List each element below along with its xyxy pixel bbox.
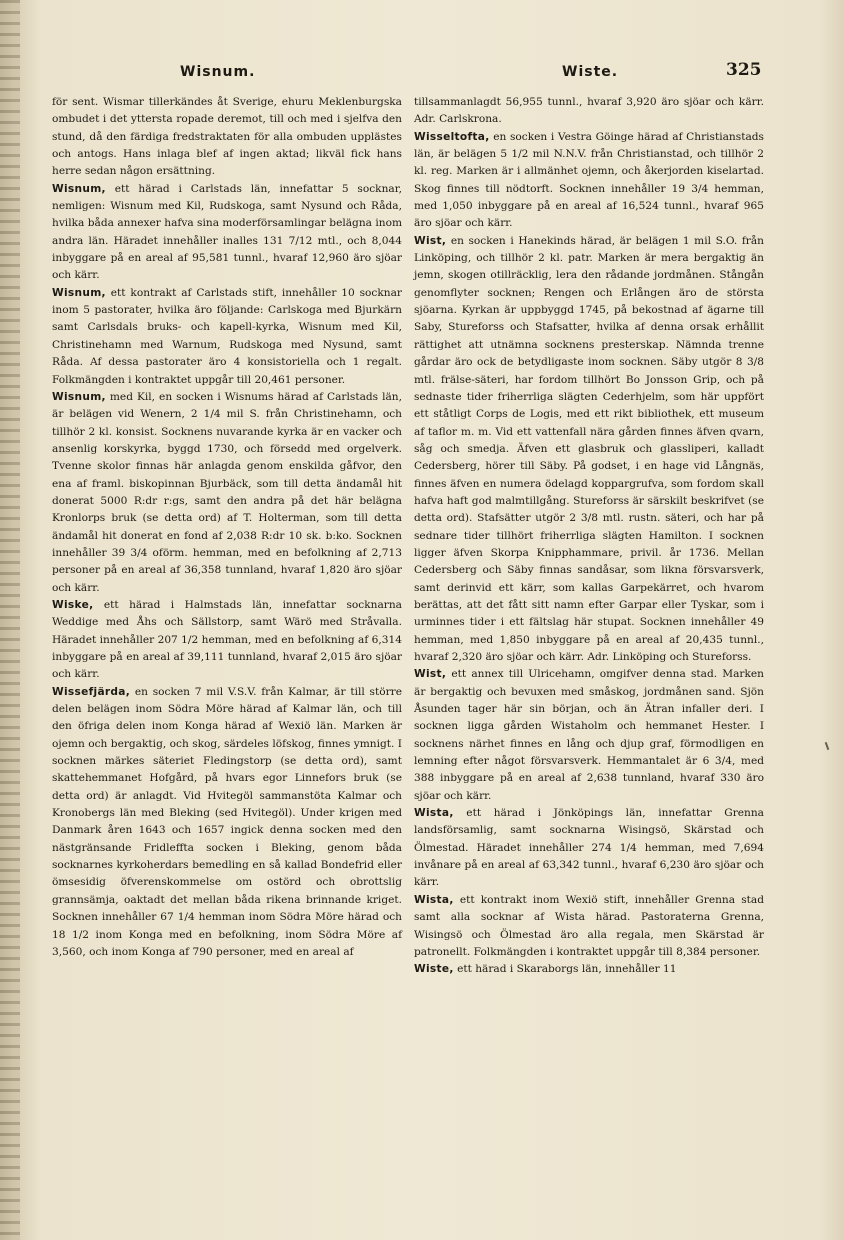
entry-body: med Kil, en socken i Wisnums härad af Carlstads län, är belägen vid Wenern, 2 1/4 mil S. från Christinehamn, och tillhör 2 kl. konsist. Socknens nuvarande kyrka är en vacker och ansenlig korskyrka, byggd 1730, och försedd med orgelverk. Tvenne skolor finnas här anlagda genom enskilda gåfvor, den ena af framl. biskopinnan Bjurbäck, som till detta ändamål hit donerat 5000 R:dr r:gs, samt den andra på det här belägna Kronlorps bruk (se detta ord) af T. Holterman, som till detta ändamål hit donerat en fond af 2,038 R:dr 10 sk. b:ko. Socknen innehåller 39 3/4 oförm. hemman, med en befolkning af 2,713 personer på en areal af 36,358 tunnland, hvaraf 1,820 äro sjöar och kärr.	[52, 390, 403, 594]
dictionary-entry	[414, 666, 764, 805]
dictionary-entry	[52, 684, 402, 962]
right-column	[414, 94, 764, 979]
binding-gutter	[0, 0, 20, 1240]
entry-headword: Wisseltofta,	[414, 130, 490, 143]
entry-body: ett härad i Halmstads län, innefattar socknarna Weddige med Åhs och Sällstorp, samt Wärö med Stråvalla. Häradet innehåller 207 1/2 hemman, med en befolkning af 6,314 inbyggare på en areal af 39,111 tunnland, hvaraf 2,015 äro sjöar och kärr.	[52, 598, 402, 681]
entry-body: en socken 7 mil V.S.V. från Kalmar, är till större delen belägen inom Södra Möre härad af Kalmar län, och till den öfriga delen inom Konga härad af Wexiö län. Marken är ojemn och bergaktig, och skog, särdeles löfskog, finnes ymnigt. I socknen märkes säteriet Fledingstorp (se detta ord), samt skattehemmanet Hofgård, på hvars egor Linnefors bruk (se detta ord) är anlagdt. Vid Hvitegöl sammanstöta Kalmar och Kronobergs län med Bleking (sed Hvitegöl). Under krigen med Danmark åren 1643 och 1657 ingick denna socken med den nästgränsande Fridleffta socken i Bleking, genom båda socknarnes kyrkoherdars bemedling en så kallad Bondefrid eller ömsesidig öfverenskommelse om ostörd och obrottslig grannsämja, oaktadt det mellan båda rikena brinnande kriget. Socknen innehåller 67 1/4 hemman inom Södra Möre härad och 18 1/2 inom Konga med en befolkning, inom Södra Möre af 3,560, och inom Konga af 790 personer, med en areal af	[52, 685, 402, 958]
left-column	[52, 94, 402, 961]
entry-body: en socken i Hanekinds härad, är belägen 1 mil S.O. från Linköping, och tillhör 2 kl. patr. Marken är mera bergaktig än jemn, skogen otillräcklig, lera den rådande jordmånen. Stångån genomflyter socknen; Rengen och Erlången äro de största sjöarna. Kyrkan är uppbyggd 1745, på bekostnad af ägarne till Saby, Stureforss och Stafsatter, hvilka af denna orsak erhållit rättighet att utnämna socknens presterskap. Nämnda trenne gårdar äro ock de betydligaste inom socknen. Säby utgör 8 3/8 mtl. frälse-säteri, har fordom tillhört Bo Jonsson Grip, och på sednaste tider friherrliga slägten Cederhjelm, som här uppfört ett ståtligt Corps de Logis, med ett rikt bibliothek, ett museum af taflor m. m. Vid ett vattenfall nära gården finnes äfven qvarn, såg och smedja. Äfven ett glasbruk och glassliperi, kalladt Cedersberg, hörer till Säby. På godset, i en hage vid Långnäs, finnes äfven en numera ödelagd koppargrufva, som fordom skall hafva haft god malmtillgång. Stureforss är särskilt beskrifvet (se detta ord). Stafsätter utgör 2 3/8 mtl. rustn. säteri, och har på sednare tider tillhört friherrliga slägten Hamilton. I socknen ligger äfven Skorpa Knipphammare, privil. år 1736. Mellan Cedersberg och Säby finnas sandåsar, som likna försvarsverk, samt derinvid ett kärr, som kallas Garpekärret, och hvarom berättas, att det fått sitt namn efter Garpar eller Tyskar, som i urminnes tider i ett fältslag här stupat. Socknen innehåller 49 hemman, med 1,850 inbyggare på en areal af 20,435 tunnl., hvaraf 2,320 äro sjöar och kärr. Adr. Linköping och Stureforss.	[414, 234, 764, 663]
continuation-text: tillsammanlagdt 56,955 tunnl., hvaraf 3,920 äro sjöar och kärr. Adr. Carlskrona.	[414, 96, 764, 126]
entry-headword: Wista,	[414, 893, 454, 906]
dictionary-entry	[52, 181, 402, 285]
entry-headword: Wisnum,	[52, 286, 106, 299]
entry-body: ett härad i Jönköpings län, innefattar Grenna landsförsamlig, samt socknarna Wisingsö, Skärstad och Ölmestad. Häradet innehåller 274 1/4 hemman, med 7,694 invånare på en areal af 63,342 tunnl., hvaraf 6,230 äro sjöar och kärr.	[414, 807, 765, 889]
dictionary-entry	[414, 233, 764, 667]
dictionary-entry	[414, 961, 764, 978]
entry-body: ett härad i Skaraborgs län, innehåller 11	[457, 963, 677, 976]
dictionary-entry	[52, 597, 402, 684]
dictionary-entry	[52, 285, 402, 389]
entry-headword: Wisnum,	[52, 390, 106, 403]
entry-body: ett kontrakt inom Wexiö stift, innehåller Grenna stad samt alla socknar af Wista härad. Pastoraterna Grenna, Wisingsö och Ölmestad äro alla regala, men Skärstad är patronellt. Folkmängden i kontraktet uppgår till 8,384 personer.	[414, 893, 764, 958]
entry-body: ett härad i Carlstads län, innefattar 5 socknar, nemligen: Wisnum med Kil, Rudskoga, samt Nysund och Råda, hvilka båda annexer hafva sina moderförsamlingar belägna inom andra län. Häradet innehåller inalles 131 7/12 mtl., och 8,044 inbyggare på en areal af 95,581 tunnl., hvaraf 12,960 äro sjöar och kärr.	[52, 182, 402, 282]
entry-headword: Wista,	[414, 807, 454, 820]
entry-body: en socken i Vestra Göinge härad af Christianstads län, är belägen 5 1/2 mil N.N.V. från Christianstad, och tillhör 2 kl. reg. Marken är i allmänhet ojemn, och åkerjorden kiselartad. Skog finnes till nödtorft. Socknen innehåller 19 3/4 hemman, med 1,050 inbyggare på en areal af 16,524 tunnl., hvaraf 965 äro sjöar och kärr.	[414, 130, 764, 230]
dictionary-entry	[414, 805, 764, 892]
entry-body: ett annex till Ulricehamn, omgifver denna stad. Marken är bergaktig och bevuxen med småskog, jordmånen sand. Sjön Åsunden tager här sin början, och än Ätran infaller deri. I socknen ligga gården Wistaholm och hemmanet Hester. I socknens närhet finnes en lång och djup graf, förmodligen en lemning efter något försvarsverk. Hemmantalet är 6 3/4, med 388 inbyggare på en areal af 2,638 tunnland, hvaraf 330 äro sjöar och kärr.	[414, 668, 764, 802]
entry-headword: Wisnum,	[52, 182, 106, 195]
page-number: 325	[726, 60, 762, 80]
ink-mark	[825, 742, 830, 750]
entry-body: ett kontrakt af Carlstads stift, innehåller 10 socknar inom 5 pastorater, hvilka äro följande: Carlskoga med Bjurkärn samt Carlsdals bruks- och kapell-kyrka, Wisnum med Kil, Christinehamn med Warnum, Rudskoga med Nysund, samt Råda. Af dessa pastorater äro 4 konsistoriella och 1 regalt. Folkmängden i kontraktet uppgår till 20,461 personer.	[52, 286, 402, 386]
dictionary-entry	[414, 892, 764, 961]
entry-headword: Wist,	[414, 668, 447, 681]
continuation-text: för sent. Wismar tillerkändes åt Sverige, ehuru Meklenburgska ombudet i det yttersta ropade deremot, till och med i sjelfva den stund, då den färdiga fredstraktaten för alla ombuden upplästes och antogs. Hans inlaga blef af ingen aktad; likväl fick hans herre sedan någon ersättning.	[52, 96, 402, 178]
dictionary-entry	[52, 389, 402, 597]
entry-headword: Wissefjärda,	[52, 685, 131, 698]
right-running-title: Wiste.	[562, 64, 619, 80]
entry-headword: Wiste,	[414, 963, 454, 976]
left-running-title: Wisnum.	[180, 64, 256, 80]
entry-headword: Wist,	[414, 234, 447, 247]
dictionary-entry	[414, 129, 764, 233]
entry-headword: Wiske,	[52, 598, 94, 611]
